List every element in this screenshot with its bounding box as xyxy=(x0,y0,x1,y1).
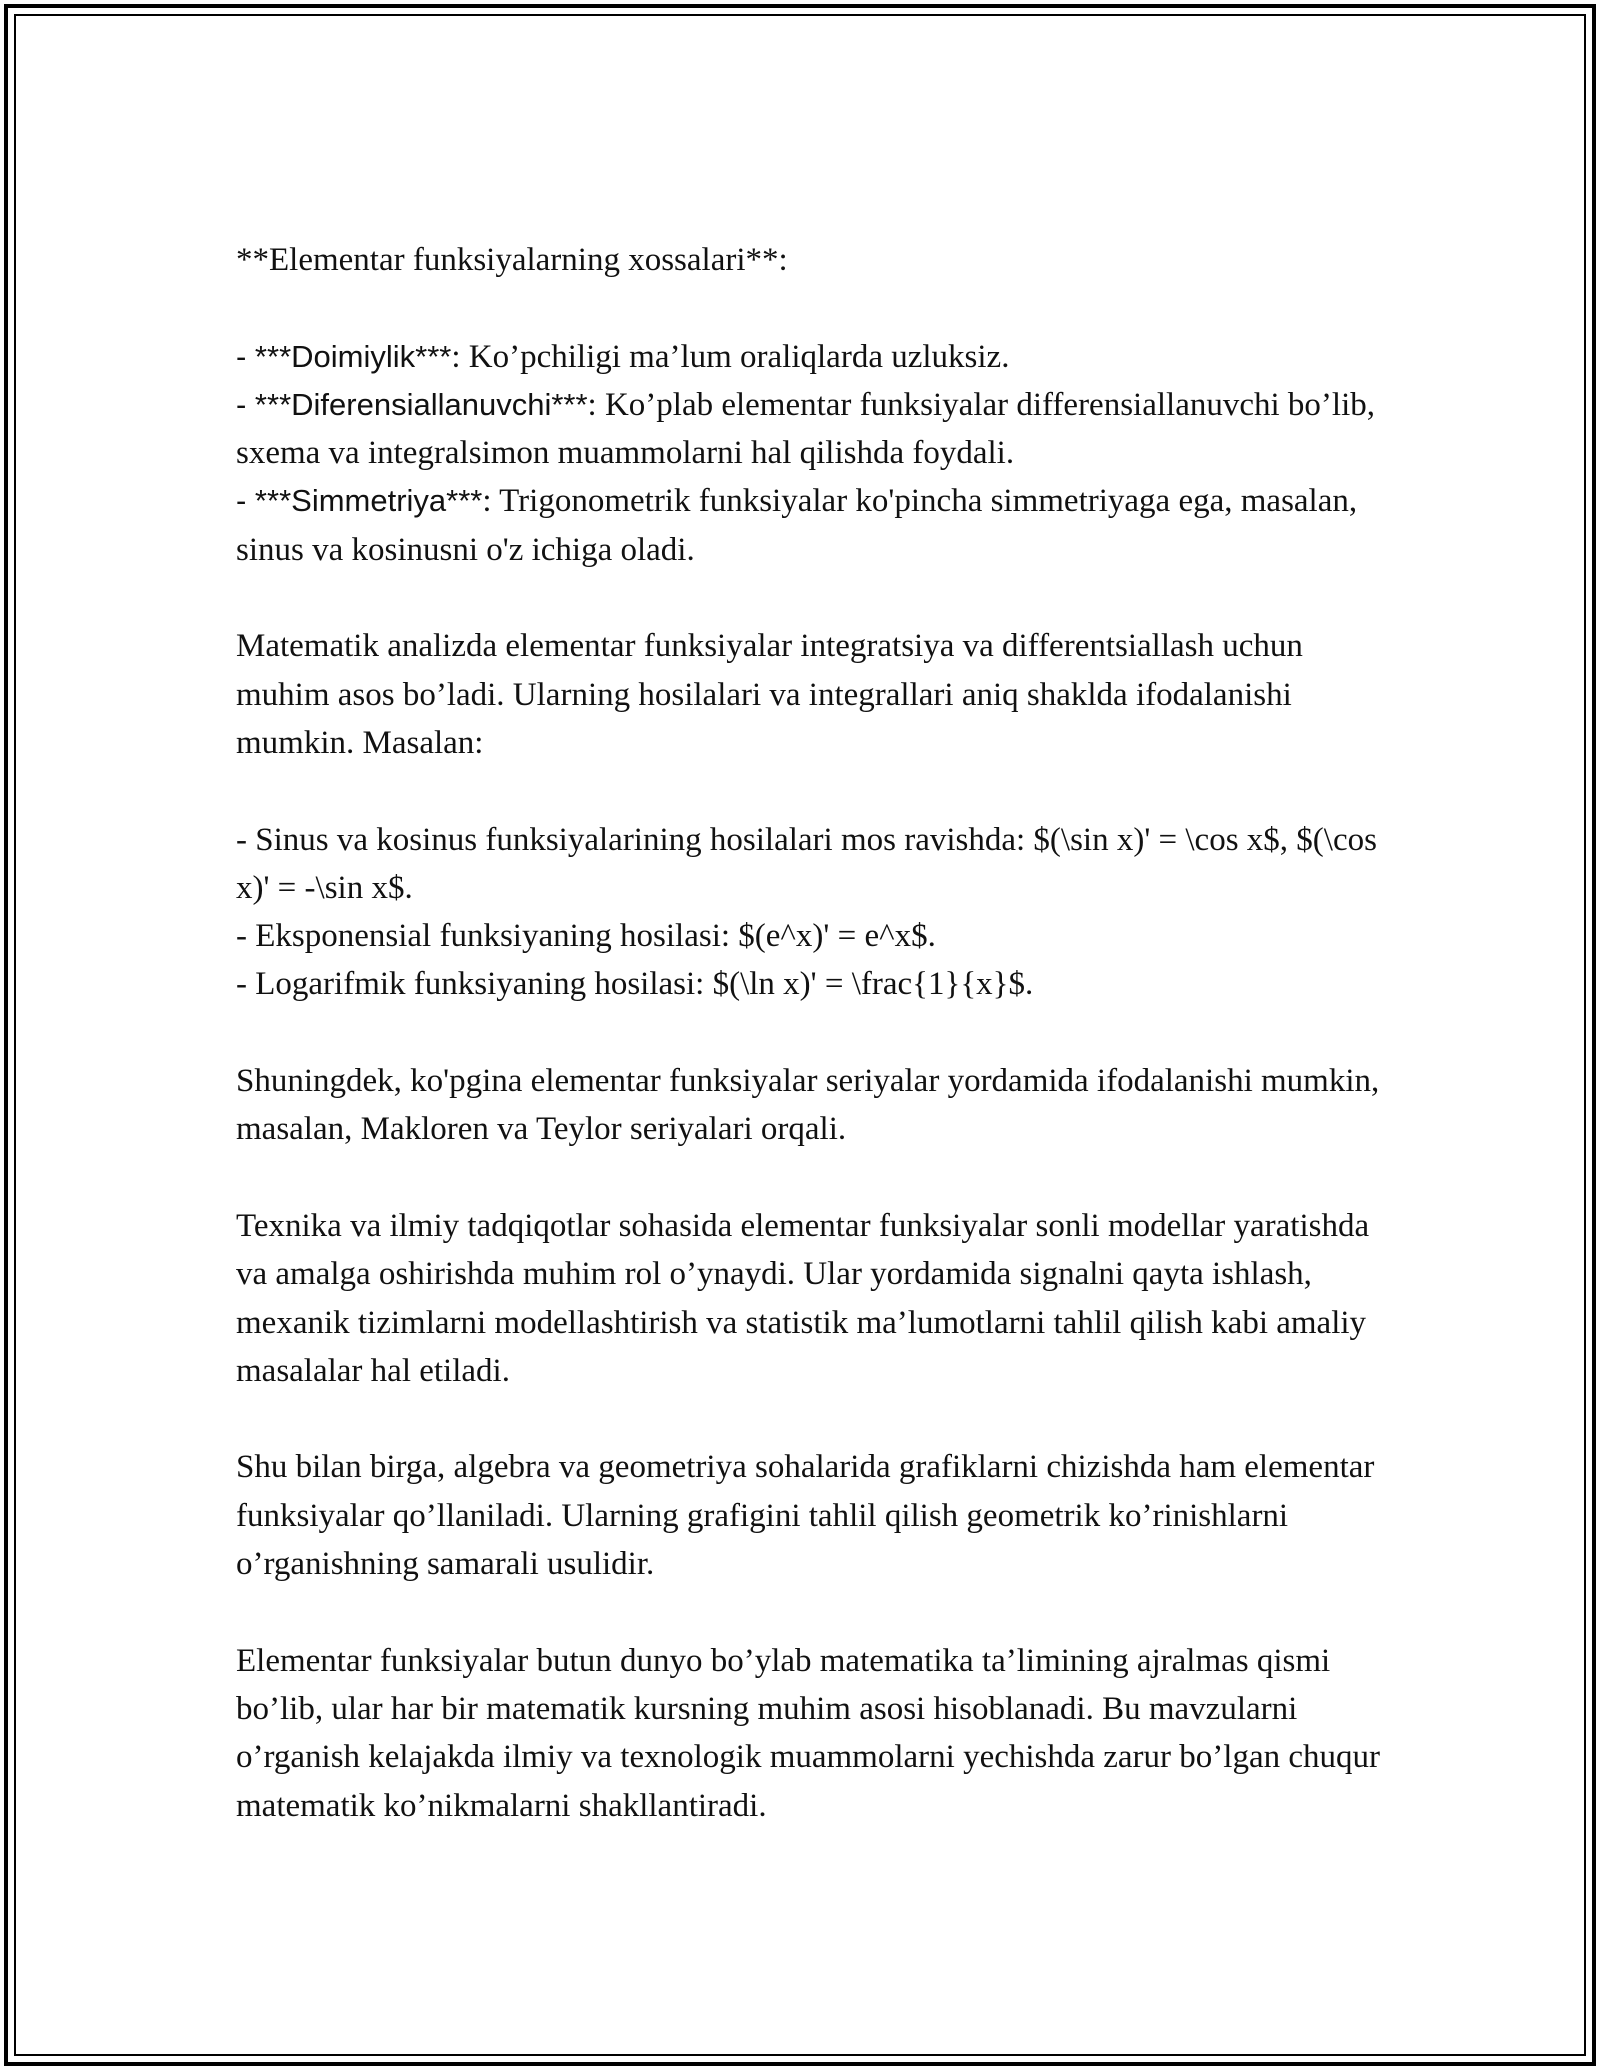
property-item-differentiable xyxy=(236,387,1375,471)
property-item-symmetry xyxy=(236,483,1357,567)
paragraph-graphs: Shu bilan birga, algebra va geometriya sohalarida grafiklarni chizishda ham elementar funksiyalar qo’llaniladi. Ularning grafigini tahlil qilish geometrik ko’rinishlarni o’rganishning samarali usulidir. xyxy=(236,1449,1375,1583)
derivative-item-exp: - Eksponensial funksiyaning hosilasi: $(e^x)' = e^x$. xyxy=(236,918,936,955)
property-marker: - *** xyxy=(236,338,292,374)
document-body xyxy=(236,236,1386,1830)
paragraph-series: Shuningdek, ko'pgina elementar funksiyalar seriyalar yordamida ifodalanishi mumkin, masalan, Makloren va Teylor seriyalari orqali. xyxy=(236,1063,1380,1148)
property-marker: - *** xyxy=(236,483,292,519)
property-marker: *** xyxy=(446,483,483,519)
section-heading: **Elementar funksiyalarning xossalari**: xyxy=(236,242,788,278)
paragraph-education: Elementar funksiyalar butun dunyo bo’ylab matematika ta’limining ajralmas qismi bo’lib, ular har bir matematik kursning muhim asosi hisoblanadi. Bu mavzularni o’rganish kelajakda ilmiy va texnologik muammolarni yechishda zarur bo’lgan chuqur matematik ko’nikmalarni shakllantiradi. xyxy=(236,1642,1380,1824)
property-marker: *** xyxy=(415,338,452,374)
paragraph-analysis: Matematik analizda elementar funksiyalar integratsiya va differentsiallash uchun muhim asos bo’ladi. Ularning hosilalari va integrallari aniq shaklda ifodalanishi mumkin. Masalan: xyxy=(236,628,1303,761)
property-text: : Ko’pchiligi ma’lum oraliqlarda uzluksiz. xyxy=(451,338,1010,375)
derivative-item-log: - Logarifmik funksiyaning hosilasi: $(\ln x)' = \frac{1}{x}$. xyxy=(236,966,1034,1003)
paragraph-engineering: Texnika va ilmiy tadqiqotlar sohasida elementar funksiyalar sonli modellar yaratishda va amalga oshirishda muhim rol o’ynaydi. Ular yordamida signalni qayta ishlash, mexanik tizimlarni modellashtirish va statistik ma’lumotlarni tahlil qilish kabi amaliy masalalar hal etiladi. xyxy=(236,1207,1370,1389)
derivative-item-trig: - Sinus va kosinus funksiyalarining hosilalari mos ravishda: $(\sin x)' = \cos x$, $(\cos x)' = -\sin x$. xyxy=(236,821,1377,906)
properties-list xyxy=(236,333,1386,574)
derivatives-list xyxy=(236,816,1386,1009)
property-marker: *** xyxy=(551,386,588,422)
property-term: Doimiylik xyxy=(291,338,416,374)
property-item-continuity xyxy=(236,339,1009,375)
property-text: : Ko’plab elementar funksiyalar differensiallanuvchi bo’lib, sxema va integralsimon muammolarni hal qilishda foydali. xyxy=(236,386,1375,472)
property-term: Diferensiallanuvchi xyxy=(291,386,552,422)
property-text: : Trigonometrik funksiyalar ko'pincha simmetriyaga ega, masalan, sinus va kosinusni o'z ichiga oladi. xyxy=(236,483,1358,568)
property-term: Simmetriya xyxy=(291,483,447,519)
property-marker: - *** xyxy=(236,386,292,422)
